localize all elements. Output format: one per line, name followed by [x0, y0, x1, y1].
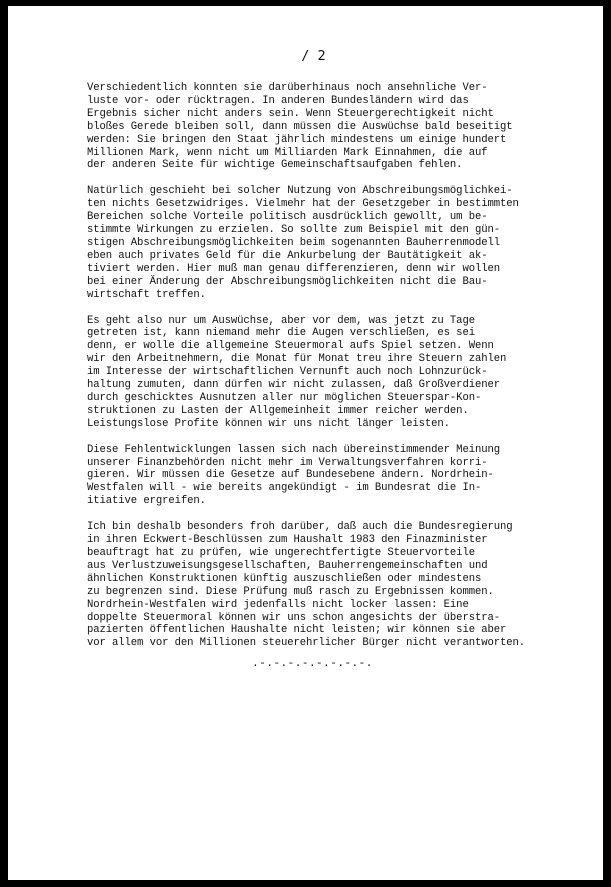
- text-line: wirtschaft treffen.: [87, 288, 206, 301]
- text-line: eben auch privates Geld für die Ankurbelung der Bautätigkeit ak-: [87, 249, 488, 262]
- text-line: Verschiedentlich konnten sie darüberhinaus noch ansehnliche Ver-: [87, 82, 488, 94]
- paragraph: [87, 315, 603, 431]
- closing-mark: .-.-.-.-.-.-.-.-.: [252, 658, 373, 670]
- paragraph: [87, 444, 603, 509]
- text-line: Nordrhein-Westfalen wird jedenfalls nicht locker lassen: Eine: [87, 598, 469, 611]
- text-line: im Interesse der wirtschaftlichen Vernunft auch noch Lohnzurück-: [87, 366, 488, 379]
- text-line: Westfalen will - wie bereits angekündigt - im Bundesrat die In-: [87, 482, 482, 495]
- text-line: Natürlich geschieht bei solcher Nutzung von Abschreibungsmöglichkei-: [87, 185, 513, 198]
- text-line: Ergebnis sicher nicht anders sein. Wenn Steuergerechtigkeit nicht: [87, 107, 494, 120]
- text-line: Diese Fehlentwicklungen lassen sich nach übereinstimmender Meinung: [87, 443, 500, 456]
- text-line: bei einer Änderung der Abschreibungsmöglichkeiten nicht die Bau-: [87, 275, 488, 288]
- paragraph: [87, 82, 603, 172]
- text-line: stigen Abschreibungsmöglichkeiten beim sogenannten Bauherrenmodell: [87, 236, 500, 249]
- document-page: [8, 6, 603, 880]
- paragraph: [87, 521, 603, 650]
- text-line: Millionen Mark, wenn nicht um Milliarden Mark Einnahmen, die auf: [87, 146, 488, 159]
- text-line: tiviert werden. Hier muß man genau differenzieren, denn wir wollen: [87, 262, 500, 275]
- text-line: zu begrenzen sind. Diese Prüfung muß rasch zu Ergebnissen kommen.: [87, 585, 494, 598]
- text-line: ähnlichen Konstruktionen künftig auszuschließen oder mindestens: [87, 572, 482, 585]
- text-line: struktionen zu Lasten der Allgemeinheit immer reicher werden.: [87, 404, 469, 417]
- text-line: pazierten öffentlichen Haushalte nicht leisten; wir können sie aber: [87, 624, 507, 637]
- text-line: ten nichts Gesetzwidriges. Vielmehr hat der Gesetzgeber in bestimmten: [87, 198, 519, 211]
- text-line: itiative ergreifen.: [87, 495, 206, 508]
- text-line: Es geht also nur um Auswüchse, aber vor dem, was jetzt zu Tage: [87, 314, 475, 327]
- text-line: wir den Arbeitnehmern, die Monat für Monat treu ihre Steuern zahlen: [87, 353, 507, 366]
- text-line: getreten ist, kann niemand mehr die Augen verschließen, es sei: [87, 327, 475, 340]
- text-line: Bereichen solche Vorteile politisch ausdrücklich gewollt, um be-: [87, 211, 488, 224]
- text-line: gieren. Wir müssen die Gesetze auf Bundesebene ändern. Nordrhein-: [87, 469, 494, 482]
- text-line: vor allem vor den Millionen steuerehrlicher Bürger nicht verantworten.: [87, 637, 526, 650]
- text-line: in ihren Eckwert-Beschlüssen zum Haushalt 1983 den Finazminister: [87, 534, 488, 547]
- text-line: unserer Finanzbehörden nicht mehr im Verwaltungsverfahren korri-: [87, 456, 488, 469]
- text-line: bloßes Gerede bleiben soll, dann müssen die Auswüchse bald beseitigt: [87, 120, 513, 133]
- text-line: haltung zumuten, dann dürfen wir nicht zulassen, daß Großverdiener: [87, 379, 500, 392]
- document-body: [87, 82, 603, 663]
- text-line: aus Verlustzuweisungsgesellschaften, Bauherrengemeinschaften und: [87, 559, 488, 572]
- text-line: doppelte Steuermoral können wir uns schon angesichts der überstra-: [87, 611, 500, 624]
- paragraph: [87, 185, 603, 301]
- text-line: stimmte Wirkungen zu erzielen. So sollte zum Beispiel mit den gün-: [87, 224, 500, 237]
- text-line: Leistungslose Profite können wir uns nicht länger leisten.: [87, 417, 450, 430]
- text-line: werden: Sie bringen den Staat jährlich mindestens um einige hundert: [87, 133, 507, 146]
- text-line: der anderen Seite für wichtige Gemeinschaftsaufgaben fehlen.: [87, 159, 463, 172]
- text-line: durch geschicktes Ausnutzen aller nur möglichen Steuerspar-Kon-: [87, 391, 482, 404]
- page-number: / 2: [301, 48, 326, 64]
- text-line: luste vor- oder rücktragen. In anderen Bundesländern wird das: [87, 94, 469, 107]
- text-line: denn, er wolle die allgemeine Steuermoral aufs Spiel setzen. Wenn: [87, 340, 494, 353]
- text-line: Ich bin deshalb besonders froh darüber, daß auch die Bundesregierung: [87, 521, 513, 534]
- text-line: beauftragt hat zu prüfen, wie ungerechtfertigte Steuervorteile: [87, 547, 475, 559]
